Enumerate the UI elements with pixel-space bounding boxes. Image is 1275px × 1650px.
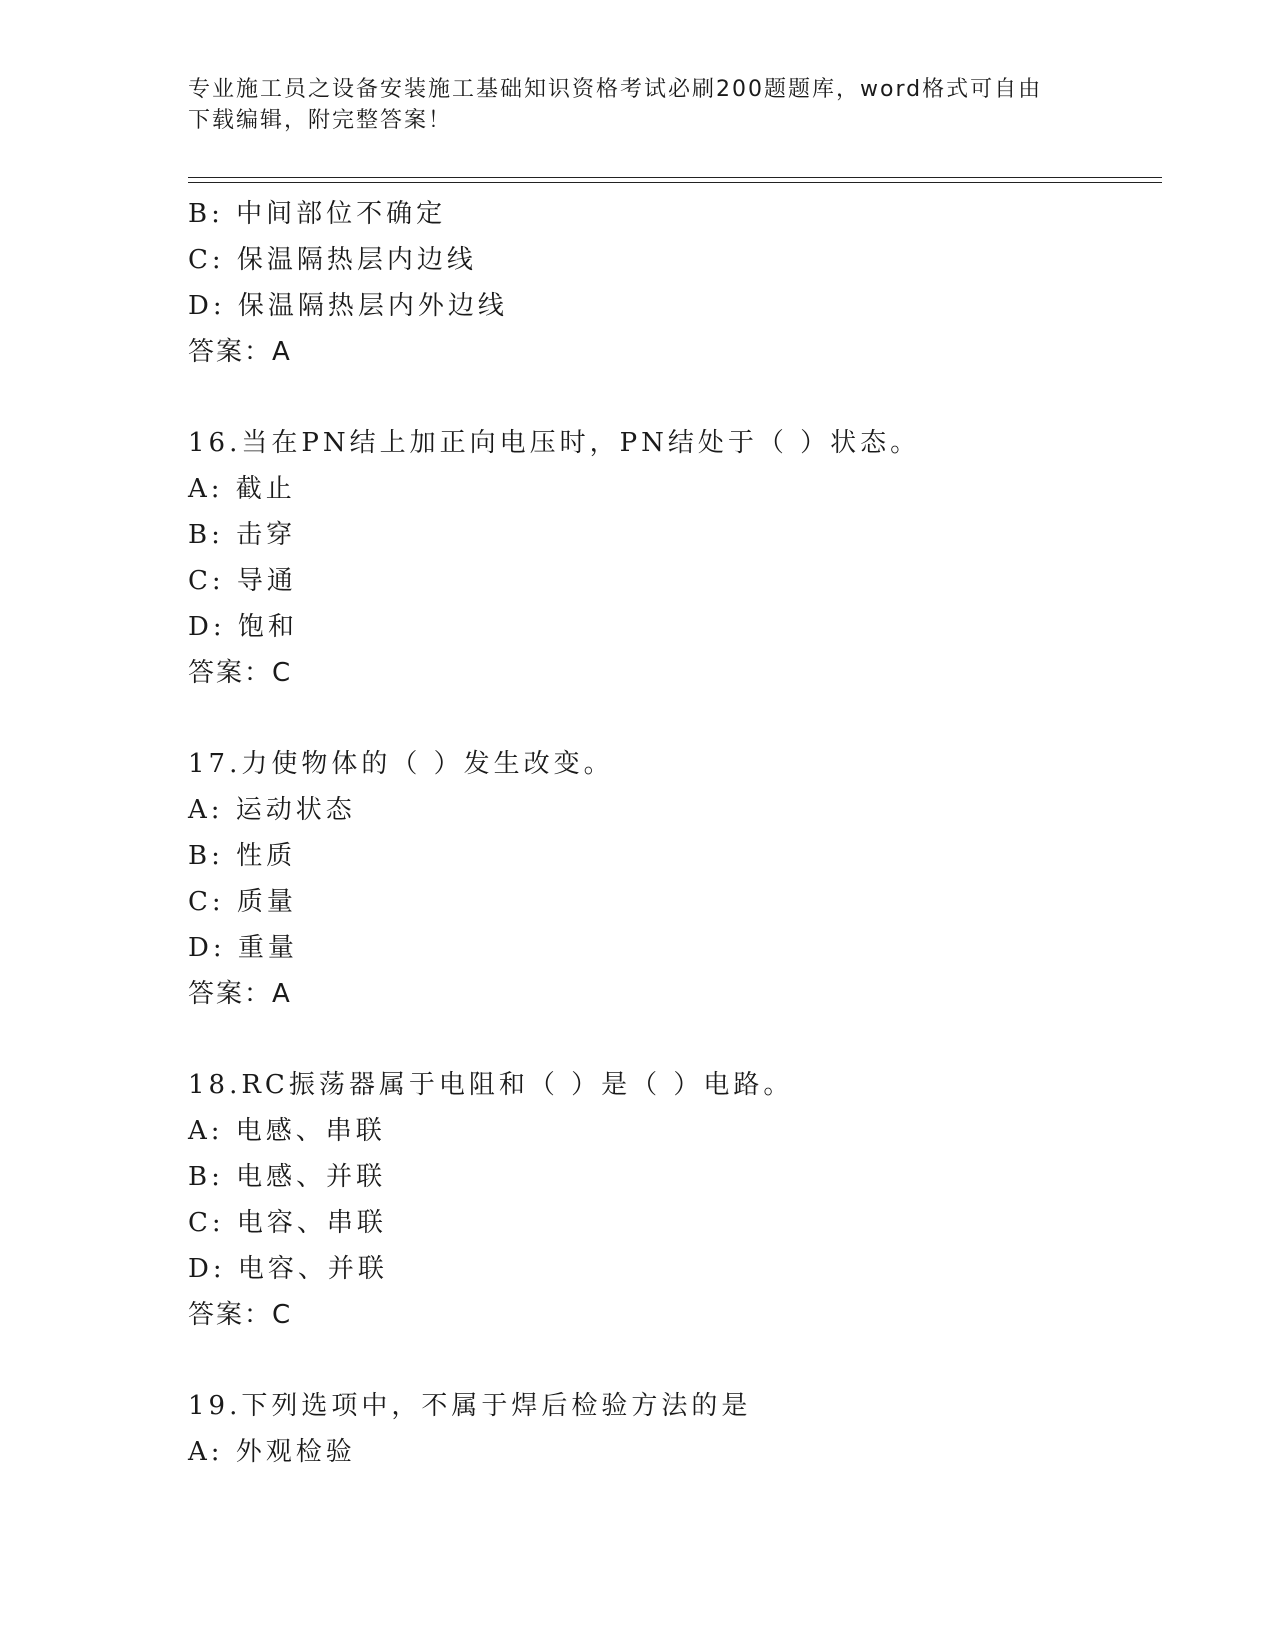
option-b: B: 击穿 [188, 520, 297, 550]
header-divider-bottom [188, 182, 1162, 183]
question-stem: 18.RC振荡器属于电阻和（ ）是（ ）电路。 [188, 1070, 794, 1100]
answer-line: 答案：A [188, 337, 292, 367]
option-c: C: 质量 [188, 887, 297, 917]
option-d: D: 保温隔热层内外边线 [188, 291, 508, 321]
question-18 [188, 1062, 1162, 1338]
option-a: A: 外观检验 [188, 1437, 356, 1467]
question-17 [188, 741, 1162, 1017]
option-d: D: 重量 [188, 933, 298, 963]
header-divider-top [188, 177, 1162, 178]
option-b: B: 中间部位不确定 [188, 199, 447, 229]
question-list [188, 191, 1162, 1475]
answer-line: 答案：A [188, 979, 292, 1009]
answer-line: 答案：C [188, 1300, 293, 1330]
option-d: D: 饱和 [188, 612, 298, 642]
option-b: B: 电感、并联 [188, 1162, 387, 1192]
question-16 [188, 420, 1162, 696]
question-stem: 16.当在PN结上加正向电压时，PN结处于（ ）状态。 [188, 428, 921, 458]
option-a: A: 截止 [188, 474, 296, 504]
option-a: A: 电感、串联 [188, 1116, 386, 1146]
header-title-line-2: 下载编辑，附完整答案！ [188, 108, 453, 133]
question-15-continuation [188, 191, 1162, 375]
option-c: C: 导通 [188, 566, 297, 596]
answer-line: 答案：C [188, 658, 293, 688]
question-19 [188, 1383, 1162, 1475]
option-c: C: 保温隔热层内边线 [188, 245, 477, 275]
option-d: D: 电容、并联 [188, 1254, 388, 1284]
option-c: C: 电容、串联 [188, 1208, 387, 1238]
header-title-line-1: 专业施工员之设备安装施工基础知识资格考试必刷200题题库，word格式可自由 [188, 77, 1043, 102]
option-b: B: 性质 [188, 841, 297, 871]
document-header [188, 74, 1068, 136]
question-stem: 19.下列选项中，不属于焊后检验方法的是 [188, 1391, 752, 1421]
question-stem: 17.力使物体的（ ）发生改变。 [188, 749, 614, 779]
option-a: A: 运动状态 [188, 795, 356, 825]
